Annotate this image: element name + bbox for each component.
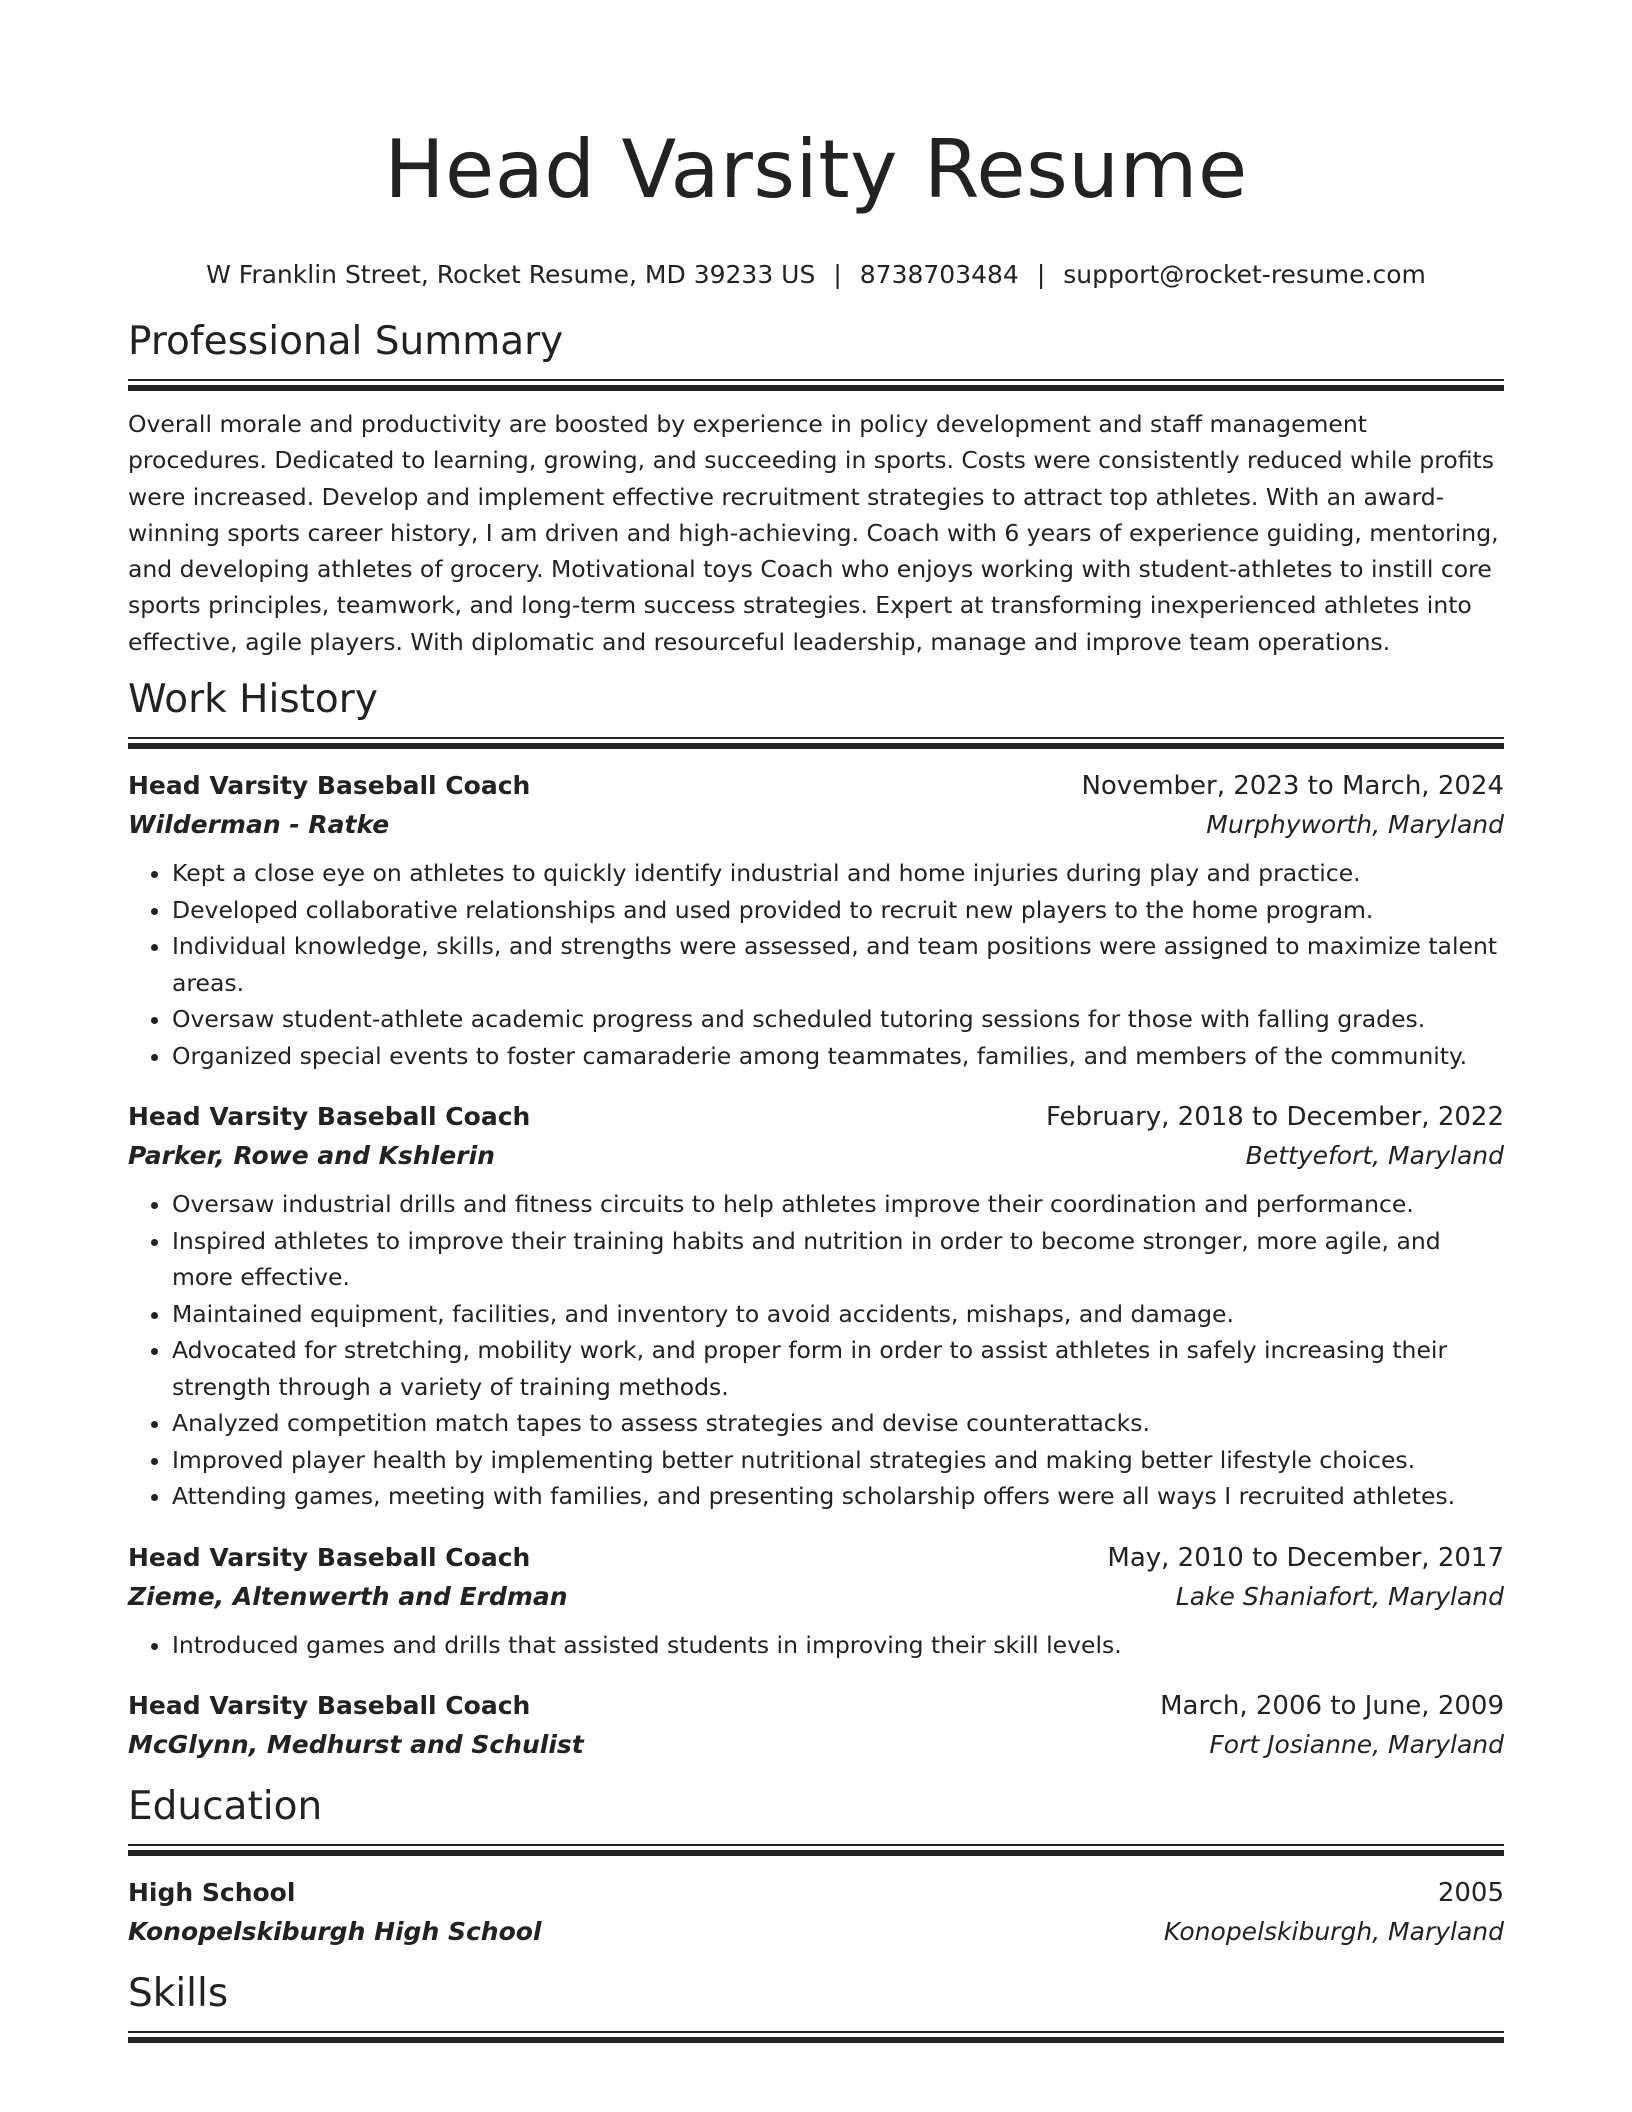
job-bullet: • Individual knowledge, skills, and strengths were assessed, and team positions were assigned to maximize talent areas. (172, 928, 1504, 1001)
education-section (128, 1783, 1504, 1952)
job-entry (128, 1687, 1504, 1765)
education-school: Konopelskiburgh High School (128, 1917, 542, 1947)
contact-phone: 8738703484 (859, 260, 1019, 289)
summary-heading: Professional Summary (128, 319, 564, 364)
job-dates: November, 2023 to March, 2024 (1081, 771, 1504, 802)
skills-heading: Skills (128, 1971, 229, 2017)
summary-text: Overall morale and productivity are boosted by experience in policy development and staff management procedures. Dedicated to learning, growing, and succeeding in sports. Costs were consistently reduced while profits were increased. Develop and implement effective recruitment strategies to attract top athletes. With an award-winning sports career history, I am driven and high-achieving. Coach with 6 years of experience guiding, mentoring, and developing athletes of grocery. Motivational toys Coach who enjoys working with student-athletes to instill core sports principles, teamwork, and long-term success strategies. Expert at transforming inexperienced athletes into effective, agile players. With diplomatic and resourceful leadership, manage and improve team operations. (128, 410, 1499, 656)
job-bullet: • Kept a close eye on athletes to quickly identify industrial and home injuries during play and practice. (172, 855, 1504, 892)
contact-address: W Franklin Street, Rocket Resume, MD 39233 US (206, 260, 816, 289)
job-dates: May, 2010 to December, 2017 (1107, 1542, 1504, 1573)
summary-section (128, 318, 1504, 660)
job-bullets (128, 1186, 1504, 1515)
job-location: Bettyefort, Maryland (1245, 1141, 1504, 1171)
section-divider (128, 2031, 1504, 2044)
job-bullets (128, 855, 1504, 1074)
education-year: 2005 (1437, 1878, 1504, 1909)
job-bullet: • Oversaw student-athlete academic progress and scheduled tutoring sessions for those with falling grades. (172, 1001, 1504, 1038)
education-location: Konopelskiburgh, Maryland (1163, 1917, 1504, 1947)
job-company: McGlynn, Medhurst and Schulist (128, 1730, 584, 1760)
section-divider (128, 379, 1504, 392)
job-bullet: • Introduced games and drills that assisted students in improving their skill levels. (172, 1627, 1504, 1664)
job-bullet: • Maintained equipment, facilities, and inventory to avoid accidents, mishaps, and damage. (172, 1296, 1504, 1333)
job-company: Wilderman - Ratke (128, 810, 390, 840)
job-location: Murphyworth, Maryland (1206, 810, 1504, 840)
education-entry (128, 1874, 1504, 1952)
contact-separator: | (1036, 260, 1046, 289)
job-bullet: • Attending games, meeting with families, and presenting scholarship offers were all ways I recruited athletes. (172, 1478, 1504, 1515)
job-entry (128, 1098, 1504, 1515)
job-location: Fort Josianne, Maryland (1209, 1730, 1504, 1760)
job-bullet: • Developed collaborative relationships and used provided to recruit new players to the home program. (172, 892, 1504, 929)
contact-line (128, 258, 1504, 292)
job-bullet: • Advocated for stretching, mobility work, and proper form in order to assist athletes in safely increasing their strength through a variety of training methods. (172, 1332, 1504, 1405)
job-title: Head Varsity Baseball Coach (128, 1102, 531, 1132)
contact-separator: | (833, 260, 842, 289)
education-heading: Education (128, 1784, 323, 1830)
work-history-heading: Work History (128, 677, 378, 723)
job-bullet: • Oversaw industrial drills and fitness circuits to help athletes improve their coordination and performance. (172, 1186, 1504, 1223)
contact-email: support@rocket-resume.com (1063, 260, 1426, 289)
job-bullet: • Organized special events to foster camaraderie among teammates, families, and members of the community. (172, 1038, 1504, 1075)
skills-section (128, 1970, 1504, 2044)
work-history-section (128, 676, 1504, 1765)
job-bullet: • Analyzed competition match tapes to assess strategies and devise counterattacks. (172, 1405, 1504, 1442)
job-dates: February, 2018 to December, 2022 (1045, 1102, 1504, 1133)
job-company: Parker, Rowe and Kshlerin (128, 1141, 495, 1171)
job-location: Lake Shaniafort, Maryland (1175, 1581, 1504, 1611)
job-entry (128, 767, 1504, 1074)
education-degree: High School (128, 1878, 296, 1908)
job-entry (128, 1539, 1504, 1664)
job-dates: March, 2006 to June, 2009 (1160, 1691, 1504, 1722)
job-company: Zieme, Altenwerth and Erdman (128, 1581, 568, 1611)
section-divider (128, 737, 1504, 750)
job-title: Head Varsity Baseball Coach (128, 771, 531, 801)
job-bullets (128, 1627, 1504, 1664)
job-bullet: • Inspired athletes to improve their training habits and nutrition in order to become stronger, more agile, and more effective. (172, 1223, 1504, 1296)
job-bullet: • Improved player health by implementing better nutritional strategies and making better lifestyle choices. (172, 1442, 1504, 1479)
section-divider (128, 1844, 1504, 1857)
job-title: Head Varsity Baseball Coach (128, 1691, 531, 1721)
resume-title: Head Varsity Resume (384, 123, 1248, 216)
job-title: Head Varsity Baseball Coach (128, 1542, 531, 1572)
